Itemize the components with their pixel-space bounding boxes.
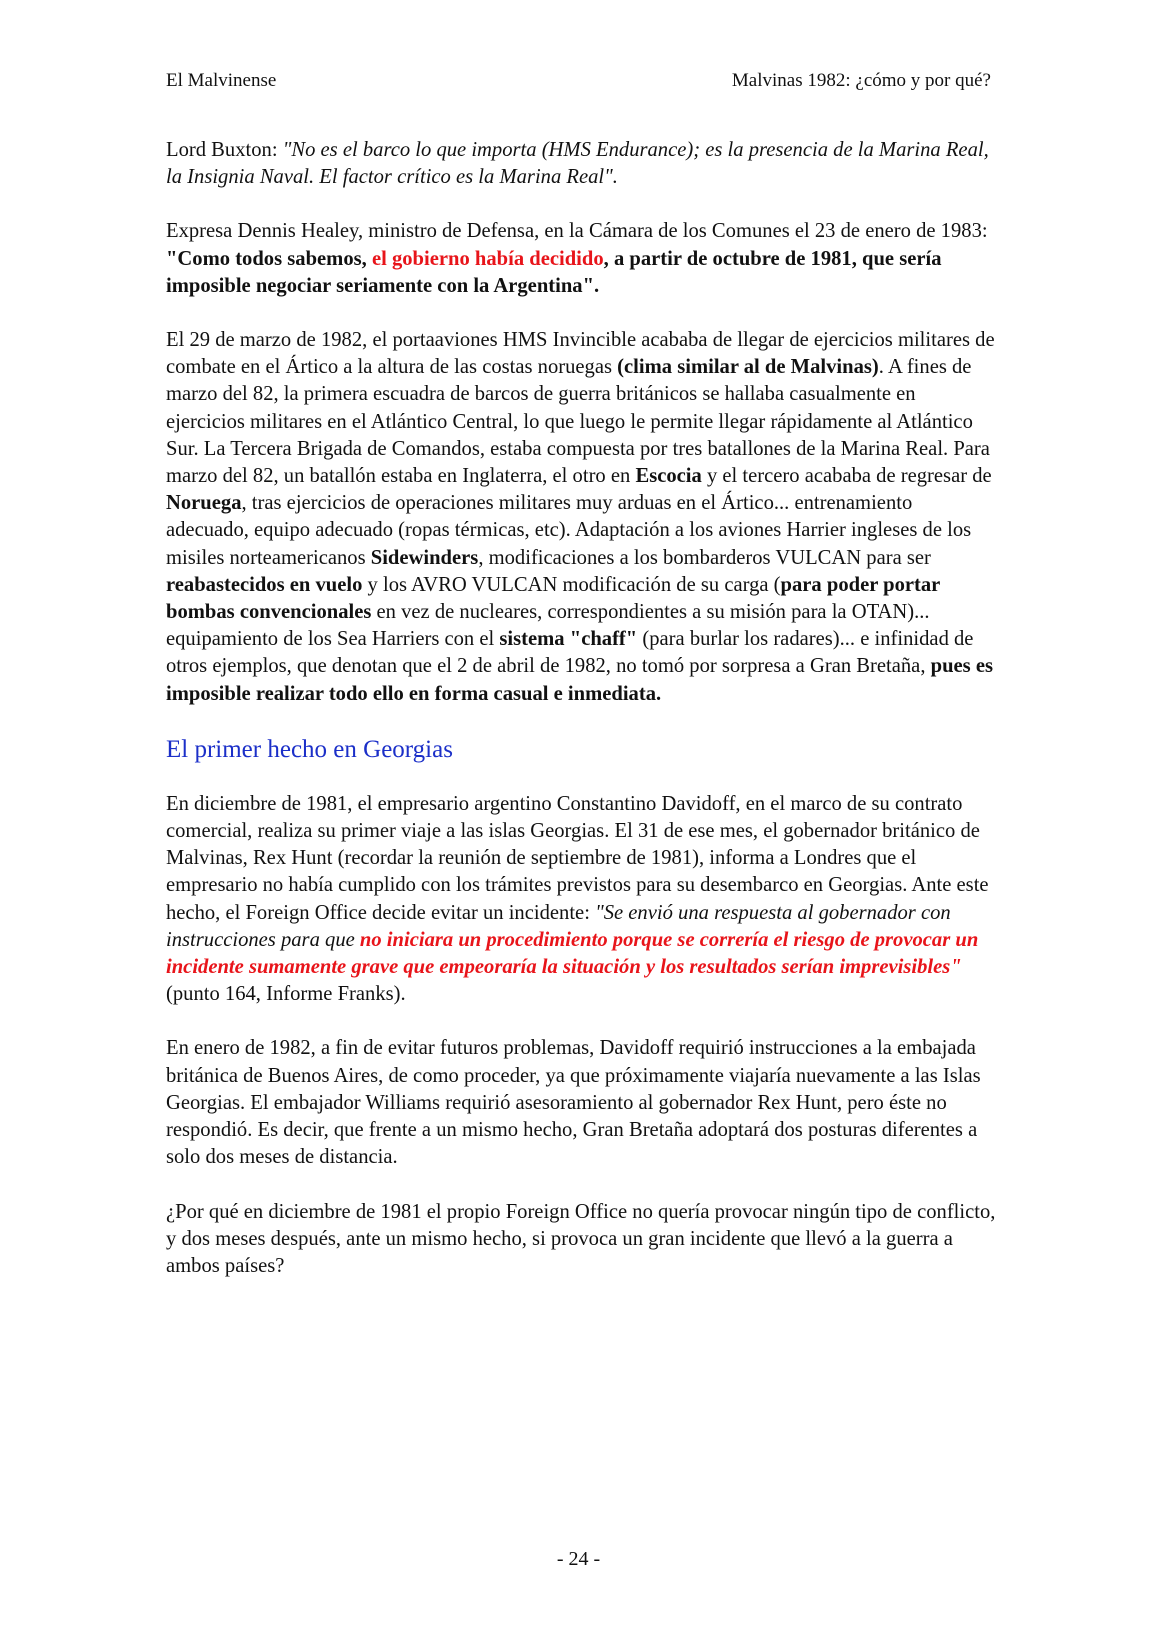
page-content (166, 137, 996, 1307)
bold-text: (clima similar al de Malvinas) (617, 356, 879, 379)
page-number: - 24 - (556, 1548, 601, 1570)
quote-highlight: no iniciara un procedimiento porque se correría el riesgo de provocar un incidente sumamente grave que empeoraría la situación y los resultados serían imprevisibles" (166, 928, 979, 979)
bold-text: reabastecidos en vuelo (166, 573, 363, 596)
section-title: El primer hecho en Georgias (166, 735, 453, 763)
paragraph-question: ¿Por qué en diciembre de 1981 el propio Foreign Office no quería provocar ningún tipo de conflicto, y dos meses después, ante un mismo hecho, si provoca un gran incidente que llevó a la guerra a ambos países? (166, 1200, 996, 1277)
bold-text: pues es imposible realizar todo ello en forma casual e inmediata. (166, 655, 993, 705)
quote-bold: , a partir de octubre de 1981, que sería imposible negociar seriamente con la Argentina". (166, 247, 942, 297)
paragraph-davidoff (166, 791, 996, 1009)
text: en vez de nucleares, correspondientes a su misión para la OTAN)... equipamiento de los Sea Harriers con el (166, 601, 930, 651)
text: , modificaciones a los bombarderos VULCAN para ser (478, 546, 931, 569)
text: (punto 164, Informe Franks). (166, 983, 406, 1006)
text: y los AVRO VULCAN modificación de su carga ( (362, 573, 781, 596)
header-left: El Malvinense (166, 70, 277, 91)
quote: "No es el barco lo que importa (HMS Endurance); es la presencia de la Marina Real, la Insignia Naval. El factor crítico es la Marina Real". (166, 139, 989, 189)
page-header (166, 70, 991, 92)
paragraph-healey (166, 218, 996, 300)
text: , tras ejercicios de operaciones militares muy arduas en el Ártico... entrenamiento adecuado, equipo adecuado (ropas térmicas, etc). Adaptación a los aviones Harrier ingleses de los misiles norteamericanos (166, 492, 972, 569)
text: Lord Buxton: (166, 139, 283, 161)
text: y el tercero acababa de regresar de (701, 465, 992, 488)
text: (para burlar los radares)... e infinidad de otros ejemplos, que denotan que el 2 de abril de 1982, no tomó por sorpresa a Gran Bretaña, (166, 628, 974, 678)
quote-highlight: el gobierno había decidido (371, 247, 604, 270)
text: . A fines de marzo del 82, la primera escuadra de barcos de guerra británicos se hallaba casualmente en ejercicios militares en el Atlántico Central, lo que luego le permite llegar rápidamente al Atlántico Sur. La Tercera Brigada de Comandos, estaba compuesta por tres batallones de la Marina Real. Para marzo del 82, un batallón estaba en Inglaterra, el otro en (166, 356, 990, 488)
paragraph-invincible (166, 327, 996, 708)
bold-text: Noruega (166, 492, 242, 515)
bold-text: sistema "chaff" (499, 628, 638, 651)
bold-text: Escocia (635, 465, 702, 488)
text: Expresa Dennis Healey, ministro de Defensa, en la Cámara de los Comunes el 23 de enero de 1983: (166, 220, 988, 243)
paragraph-enero: En enero de 1982, a fin de evitar futuros problemas, Davidoff requirió instrucciones a la embajada británica de Buenos Aires, de como proceder, ya que próximamente viajaría nuevamente a las Islas Georgias. El embajador Williams requirió asesoramiento al gobernador Rex Hunt, pero éste no respondió. Es decir, que frente a un mismo hecho, Gran Bretaña adoptará dos posturas diferentes a solo dos meses de distancia. (166, 1037, 981, 1169)
bold-text: para poder portar bombas convencionales (166, 573, 940, 624)
bold-text: Sidewinders (370, 546, 479, 569)
quote: "Se envió una respuesta al gobernador con instrucciones para que (166, 901, 951, 951)
paragraph-buxton (166, 137, 996, 191)
text: El 29 de marzo de 1982, el portaaviones HMS Invincible acababa de llegar de ejercicios militares de combate en el Ártico a la altura de las costas noruegas (166, 329, 995, 379)
text: En diciembre de 1981, el empresario argentino Constantino Davidoff, en el marco de su contrato comercial, realiza su primer viaje a las islas Georgias. El 31 de ese mes, el gobernador británico de Malvinas, Rex Hunt (recordar la reunión de septiembre de 1981), informa a Londres que el empresario no había cumplido con los trámites previstos para su desembarco en Georgias. Ante este hecho, el Foreign Office decide evitar un incidente: (166, 792, 989, 924)
header-right: Malvinas 1982: ¿cómo y por qué? (731, 70, 991, 91)
quote-bold: "Como todos sabemos, (166, 247, 372, 270)
